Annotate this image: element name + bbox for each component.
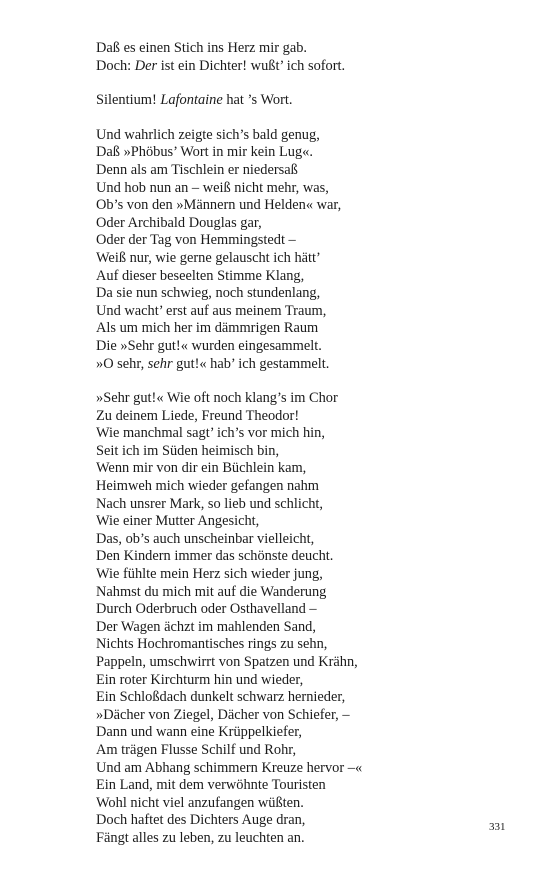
poem-line: [96, 777, 516, 795]
poem-line: [96, 338, 516, 356]
poem-line: [96, 180, 516, 198]
stanza: [96, 92, 516, 110]
poem-line: [96, 830, 516, 848]
line-text: Pappeln, umschwirrt von Spatzen und Krähn,: [96, 654, 358, 670]
line-text: Wie einer Mutter Angesicht,: [96, 513, 260, 530]
line-text: »O sehr,: [96, 355, 148, 372]
line-text: Heimweh mich wieder gefangen nahm: [96, 478, 319, 495]
poem-line: [96, 795, 516, 813]
line-text: Nahmst du mich mit auf die Wanderung: [96, 583, 327, 600]
poem-line: [96, 250, 516, 268]
line-text: Und hob nun an – weiß nicht mehr, was,: [96, 179, 329, 196]
line-text: Auf dieser beseelten Stimme Klang,: [96, 267, 305, 284]
poem-line: [96, 58, 516, 76]
poem-line: [96, 513, 516, 531]
poem-line: [96, 162, 516, 180]
poem-line: [96, 460, 516, 478]
line-text: ist ein Dichter! wußt’ ich sofort.: [157, 57, 346, 74]
poem-line: [96, 566, 516, 584]
italic-text: Der: [134, 57, 158, 74]
poem-line: [96, 496, 516, 514]
line-text: »Sehr gut!« Wie oft noch klang’s im Chor: [96, 390, 338, 407]
poem-line: [96, 232, 516, 250]
poem-line: [96, 654, 516, 672]
line-text: Und wahrlich zeigte sich’s bald genug,: [96, 126, 320, 143]
line-text: Oder Archibald Douglas gar,: [96, 214, 262, 231]
poem-line: [96, 601, 516, 619]
line-text: Als um mich her im dämmrigen Raum: [96, 320, 319, 337]
line-text: Wohl nicht viel anzufangen wüßten.: [96, 794, 304, 811]
line-text: Fängt alles zu leben, zu leuchten an.: [96, 829, 305, 846]
poem-line: [96, 285, 516, 303]
poem-line: [96, 478, 516, 496]
line-text: Zu deinem Liede, Freund Theodor!: [96, 407, 300, 424]
line-text: Und am Abhang schimmern Kreuze hervor –«: [96, 759, 363, 776]
line-text: Da sie nun schwieg, noch stundenlang,: [96, 285, 321, 302]
line-text: Silentium!: [96, 92, 161, 109]
poem-line: [96, 127, 516, 145]
stanza: [96, 127, 516, 373]
italic-text: Lafontaine: [160, 92, 223, 109]
line-text: Nach unsrer Mark, so lieb und schlicht,: [96, 495, 323, 512]
poem-line: [96, 584, 516, 602]
line-text: Nichts Hochromantisches rings zu sehn,: [96, 636, 328, 653]
poem-line: [96, 144, 516, 162]
poem-line: [96, 742, 516, 760]
line-text: Daß »Phöbus’ Wort in mir kein Lug«.: [96, 144, 313, 161]
line-text: Oder der Tag von Hemmingstedt –: [96, 232, 296, 249]
poem-line: [96, 425, 516, 443]
line-text: Die »Sehr gut!« wurden eingesammelt.: [96, 337, 322, 354]
stanza-gap: [96, 373, 516, 390]
poem-line: [96, 390, 516, 408]
poem-line: [96, 812, 516, 830]
poem-line: [96, 689, 516, 707]
line-text: Seit ich im Süden heimisch bin,: [96, 442, 280, 459]
line-text: Wie manchmal sagt’ ich’s vor mich hin,: [96, 425, 325, 442]
poem-line: [96, 443, 516, 461]
stanza-gap: [96, 110, 516, 127]
stanza-gap: [96, 75, 516, 92]
line-text: Ein Schloßdach dunkelt schwarz hernieder,: [96, 689, 346, 706]
line-text: Doch haftet des Dichters Auge dran,: [96, 812, 306, 829]
poem-line: [96, 548, 516, 566]
poem-line: [96, 619, 516, 637]
line-text: Durch Oderbruch oder Osthavelland –: [96, 601, 317, 618]
poem-line: [96, 268, 516, 286]
poem-line: [96, 724, 516, 742]
poem-line: [96, 636, 516, 654]
stanza: [96, 40, 516, 75]
poem-line: [96, 303, 516, 321]
line-text: Wie fühlte mein Herz sich wieder jung,: [96, 566, 323, 583]
poem-line: [96, 320, 516, 338]
page-number: 331: [489, 821, 506, 833]
poem-line: [96, 531, 516, 549]
poem-line: [96, 92, 516, 110]
poem-line: [96, 760, 516, 778]
line-text: hat ’s Wort.: [222, 92, 293, 109]
line-text: Der Wagen ächzt im mahlenden Sand,: [96, 618, 316, 635]
line-text: Doch:: [96, 57, 135, 74]
line-text: Und wacht’ erst auf aus meinem Traum,: [96, 302, 327, 319]
line-text: gut!« hab’ ich gestammelt.: [172, 355, 330, 372]
poem-text: [96, 40, 516, 848]
line-text: Denn als am Tischlein er niedersaß: [96, 161, 298, 178]
line-text: Ein roter Kirchturm hin und wieder,: [96, 671, 304, 688]
line-text: Wenn mir von dir ein Büchlein kam,: [96, 460, 307, 477]
line-text: Am trägen Flusse Schilf und Rohr,: [96, 741, 297, 758]
line-text: Daß es einen Stich ins Herz mir gab.: [96, 40, 308, 56]
stanza: [96, 390, 516, 847]
line-text: Den Kindern immer das schönste deucht.: [96, 548, 334, 565]
line-text: Ob’s von den »Männern und Helden« war,: [96, 197, 342, 214]
line-text: Dann und wann eine Krüppelkiefer,: [96, 724, 303, 741]
line-text: Ein Land, mit dem verwöhnte Touristen: [96, 777, 326, 794]
poem-line: [96, 356, 516, 374]
line-text: »Dächer von Ziegel, Dächer von Schiefer, –: [96, 706, 350, 723]
italic-text: sehr: [147, 355, 173, 372]
poem-line: [96, 40, 516, 58]
poem-line: [96, 408, 516, 426]
poem-line: [96, 215, 516, 233]
line-text: Das, ob’s auch unscheinbar vielleicht,: [96, 530, 315, 547]
line-text: Weiß nur, wie gerne gelauscht ich hätt’: [96, 249, 321, 266]
poem-line: [96, 197, 516, 215]
poem-line: [96, 707, 516, 725]
poem-line: [96, 672, 516, 690]
